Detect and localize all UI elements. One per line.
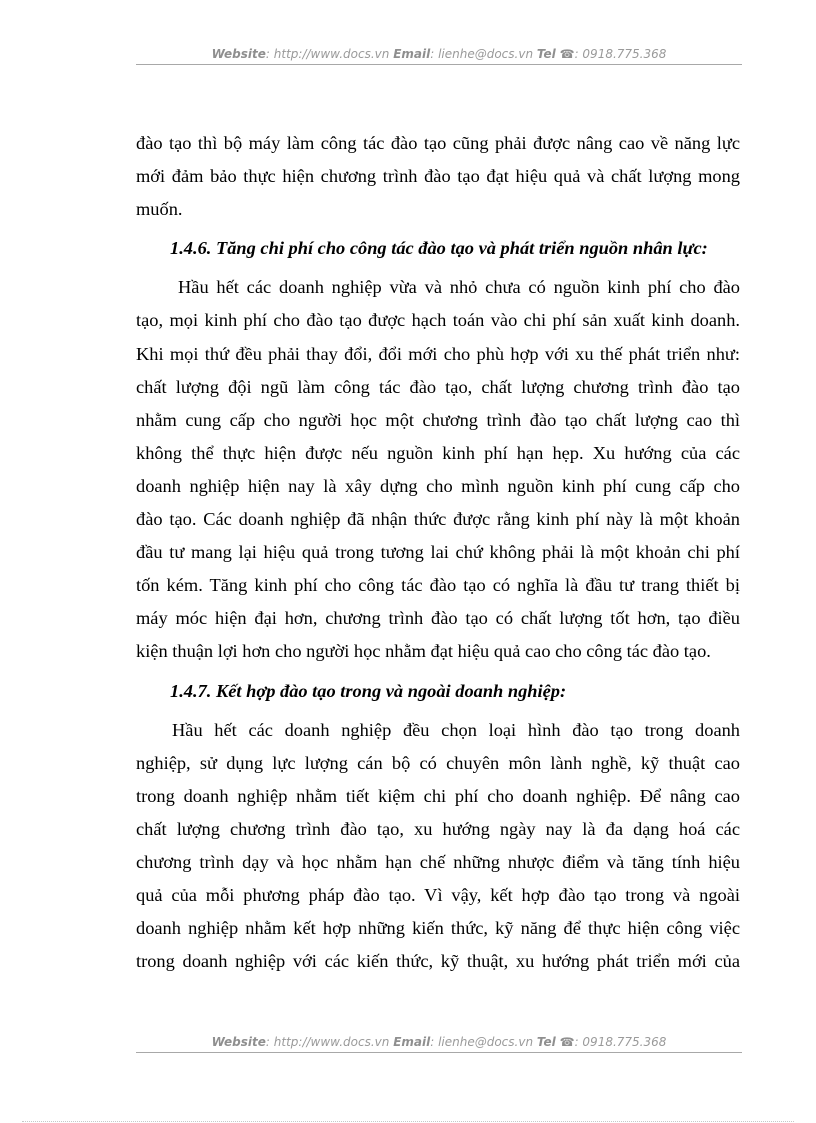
text-line: chất lượng chương trình đào tạo, xu hướng ngày nay là đa dạng hoá các — [136, 818, 740, 839]
text-line: tạo, mọi kinh phí cho đào tạo được hạch toán vào chi phí sản xuất kinh doanh. — [136, 310, 740, 331]
paragraph-combined-training — [136, 714, 740, 979]
text-line: chất lượng đội ngũ làm công tác đào tạo, chất lượng chương trình đào tạo — [136, 376, 740, 397]
text-line: chương trình dạy và học nhằm hạn chế những nhược điểm và tăng tính hiệu — [136, 851, 740, 872]
phone-icon: ☎ — [559, 1035, 575, 1049]
text-line: muốn. — [136, 199, 183, 220]
header-tel-number: : 0918.775.368 — [574, 47, 667, 61]
section-heading-1-4-7: 1.4.7. Kết hợp đào tạo trong và ngoài doanh nghiệp: — [170, 680, 567, 701]
text-line: nhằm cung cấp cho người học một chương trình đào tạo chất lượng cao thì — [136, 409, 740, 430]
text-line: doanh nghiệp nhằm kết hợp những kiến thức, kỹ năng để thực hiện công việc — [136, 918, 740, 939]
text-line: máy móc hiện đại hơn, chương trình đào tạo có chất lượng tốt hơn, tạo điều — [136, 608, 740, 629]
paragraph-training-capacity — [136, 127, 740, 226]
page-header — [136, 47, 742, 65]
footer-email-address[interactable]: : lienhe@docs.vn — [430, 1035, 534, 1049]
text-line: Hầu hết các doanh nghiệp vừa và nhỏ chưa có nguồn kinh phí cho đào — [178, 277, 740, 298]
text-line: trong doanh nghiệp nhằm tiết kiệm chi phí cho doanh nghiệp. Để nâng cao — [136, 785, 740, 806]
page-bottom-divider — [22, 1121, 794, 1122]
text-line: Hầu hết các doanh nghiệp đều chọn loại hình đào tạo trong doanh — [172, 719, 740, 740]
header-website-url[interactable]: : http://www.docs.vn — [265, 47, 390, 61]
text-line: Khi mọi thứ đều phải thay đổi, đổi mới cho phù hợp với xu thế phát triển như: — [136, 343, 740, 364]
text-line: tốn kém. Tăng kinh phí cho công tác đào tạo có nghĩa là đầu tư trang thiết bị — [136, 575, 740, 596]
text-line: nghiệp, sử dụng lực lượng cán bộ có chuyên môn lành nghề, kỹ thuật cao — [136, 752, 740, 773]
section-heading-1-4-6: 1.4.6. Tăng chi phí cho công tác đào tạo và phát triển nguồn nhân lực: — [170, 238, 708, 259]
footer-email-label: Email — [393, 1035, 431, 1049]
text-line: mới đảm bảo thực hiện chương trình đào tạo đạt hiệu quả và chất lượng mong — [136, 166, 740, 187]
footer-tel-label: Tel — [536, 1035, 556, 1049]
paragraph-training-cost — [136, 271, 740, 668]
text-line: đào tạo. Các doanh nghiệp đã nhận thức được rằng kinh phí này là một khoản — [136, 509, 740, 530]
footer-website-url[interactable]: : http://www.docs.vn — [265, 1035, 390, 1049]
document-body — [136, 127, 740, 978]
text-line: kiện thuận lợi hơn cho người học nhằm đạt hiệu quả cao cho công tác đào tạo. — [136, 641, 711, 662]
text-line: quả của mỗi phương pháp đào tạo. Vì vậy, kết hợp đào tạo trong và ngoài — [136, 885, 740, 906]
text-line: doanh nghiệp hiện nay là xây dựng cho mình nguồn kinh phí cung cấp cho — [136, 475, 740, 496]
phone-icon: ☎ — [559, 47, 575, 61]
header-website-label: Website — [211, 47, 266, 61]
text-line: đào tạo thì bộ máy làm công tác đào tạo cũng phải được nâng cao về năng lực — [136, 133, 740, 153]
footer-website-label: Website — [211, 1035, 266, 1049]
header-tel-label: Tel — [536, 47, 556, 61]
text-line: trong doanh nghiệp với các kiến thức, kỹ thuật, xu hướng phát triển mới của — [136, 951, 740, 972]
header-email-address[interactable]: : lienhe@docs.vn — [430, 47, 534, 61]
header-email-label: Email — [393, 47, 431, 61]
text-line: đầu tư mang lại hiệu quả trong tương lai chứ không phải là một khoản chi phí — [136, 542, 740, 563]
page-footer — [136, 1035, 742, 1053]
footer-tel-number: : 0918.775.368 — [574, 1035, 667, 1049]
text-line: không thể thực hiện được nếu nguồn kinh phí hạn hẹp. Xu hướng của các — [136, 442, 740, 463]
